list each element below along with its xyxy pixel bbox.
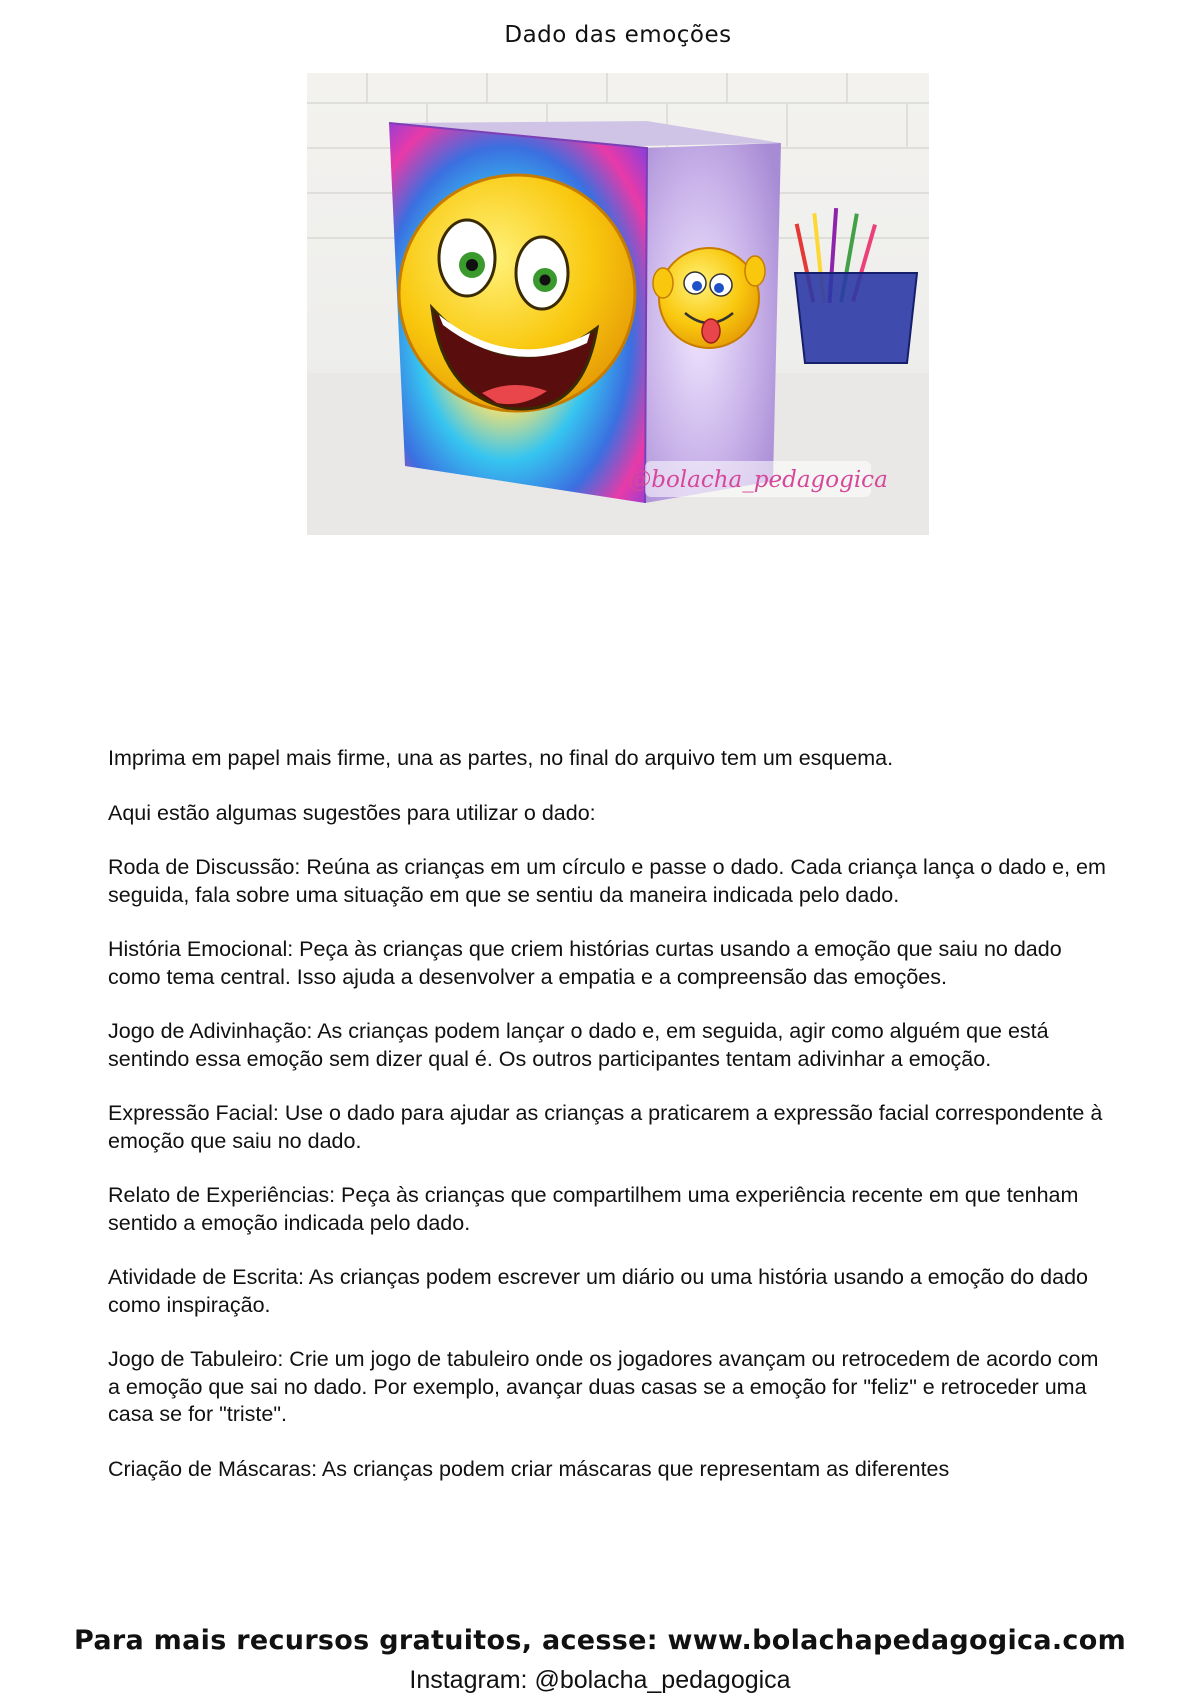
paragraph-intro: Imprima em papel mais firme, una as partes, no final do arquivo tem um esquema.: [108, 746, 894, 770]
dice-illustration: [307, 73, 929, 535]
footer-instagram: Instagram: @bolacha_pedagogica: [409, 1666, 791, 1694]
paragraph-historia-emocional: História Emocional: Peça às crianças que criem histórias curtas usando a emoção que saiu no dado como tema central. Isso ajuda a desenvolver a empatia e a compreensão das emoções.: [108, 937, 1062, 989]
paragraph-jogo-tabuleiro: Jogo de Tabuleiro: Crie um jogo de tabuleiro onde os jogadores avançam ou retrocedem de acordo com a emoção que sai no dado. Por exemplo, avançar duas casas se a emoção for "feliz" e retroceder uma casa se for "triste".: [108, 1347, 1099, 1426]
paragraph-jogo-adivinhacao: Jogo de Adivinhação: As crianças podem lançar o dado e, em seguida, agir como alguém que está sentindo essa emoção sem dizer qual é. Os outros participantes tentam adivinhar a emoção.: [108, 1019, 1049, 1071]
instructions: [108, 745, 1108, 1510]
pen-cup: [795, 208, 917, 363]
paragraph-suggestions-heading: Aqui estão algumas sugestões para utilizar o dado:: [108, 800, 596, 825]
paragraph-atividade-escrita: Atividade de Escrita: As crianças podem escrever um diário ou uma história usando a emoção do dado como inspiração.: [108, 1265, 1088, 1317]
footer-resources-link[interactable]: Para mais recursos gratuitos, acesse: www.bolachapedagogica.com: [73, 1625, 1127, 1656]
happy-emoji: [399, 175, 635, 411]
watermark-text: @bolacha_pedagogica: [628, 467, 888, 493]
paragraph-criacao-mascaras: Criação de Máscaras: As crianças podem criar máscaras que representam as diferentes: [108, 1456, 950, 1481]
paragraph-relato-experiencias: Relato de Experiências: Peça às crianças que compartilhem uma experiência recente em que tenham sentido a emoção indicada pelo dado.: [108, 1183, 1079, 1235]
emotion-dice-photo: [307, 73, 929, 535]
document-title: Dado das emoções: [504, 22, 732, 48]
paragraph-roda-discussao: Roda de Discussão: Reúna as crianças em um círculo e passe o dado. Cada criança lança o dado e, em seguida, fala sobre uma situação em que se sentiu da maneira indicada pelo dado.: [108, 855, 1106, 907]
paragraph-expressao-facial: Expressão Facial: Use o dado para ajudar as crianças a praticarem a expressão facial correspondente à emoção que saiu no dado.: [108, 1101, 1103, 1153]
